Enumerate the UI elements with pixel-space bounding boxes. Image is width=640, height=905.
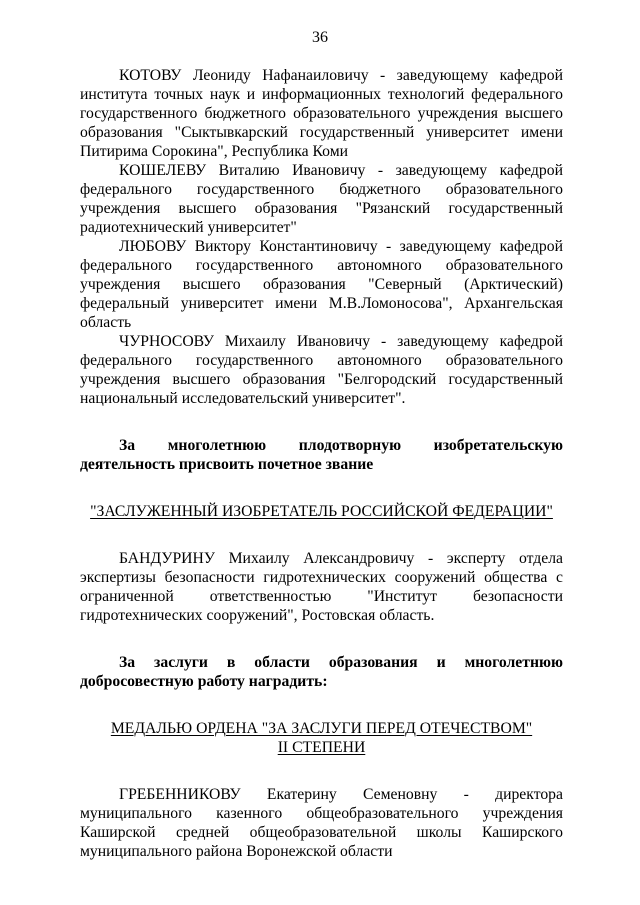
award-entry-grebennikova: ГРЕБЕННИКОВУ Екатерину Семеновну - директора муниципального казенного общеобразовательного учреждения Каширской средней общеобразовательной школы Каширского муниципального района Воронежской области [80,786,563,860]
medal-title-line-1: МЕДАЛЬЮ ОРДЕНА "ЗА ЗАСЛУГИ ПЕРЕД ОТЕЧЕСТВОМ" [110,720,533,737]
award-entry-kotov: КОТОВУ Леониду Нафанаиловичу - заведующему кафедрой института точных наук и информационных технологий федерального государственного бюджетного образовательного учреждения высшего образования "Сыктывкарский государственный университет имени Питирима Сорокина", Республика Коми [80,67,563,160]
decree-medal: За заслуги в области образования и многолетнюю добросовестную работу наградить: [80,654,563,690]
decree-inventor-title: За многолетнюю плодотворную изобретательскую деятельность присвоить почетное звание [80,437,563,473]
award-entry-bandurin: БАНДУРИНУ Михаилу Александровичу - эксперту отдела экспертизы безопасности гидротехнических сооружений общества с ограниченной ответственностью "Институт безопасности гидротехнических сооружений", Ростовская область. [80,550,563,624]
medal-title-line-2: II СТЕПЕНИ [277,739,366,756]
document-body [80,66,563,861]
honorary-title-inventor: "ЗАСЛУЖЕННЫЙ ИЗОБРЕТАТЕЛЬ РОССИЙСКОЙ ФЕДЕРАЦИИ" [90,503,553,520]
page-number: 36 [312,29,328,46]
medal-title [80,719,563,757]
award-entry-lyubov: ЛЮБОВУ Виктору Константиновичу - заведующему кафедрой федерального государственного автономного образовательного учреждения высшего образования "Северный (Арктический) федеральный университет имени М.В.Ломоносова", Архангельская область [80,238,563,331]
award-entry-churnosov: ЧУРНОСОВУ Михаилу Ивановичу - заведующему кафедрой федерального государственного автономного образовательного учреждения высшего образования "Белгородский государственный национальный исследовательский университет". [80,333,563,407]
award-entry-koshelev: КОШЕЛЕВУ Виталию Ивановичу - заведующему кафедрой федерального государственного бюджетного образовательного учреждения высшего образования "Рязанский государственный радиотехнический университет" [80,162,563,236]
